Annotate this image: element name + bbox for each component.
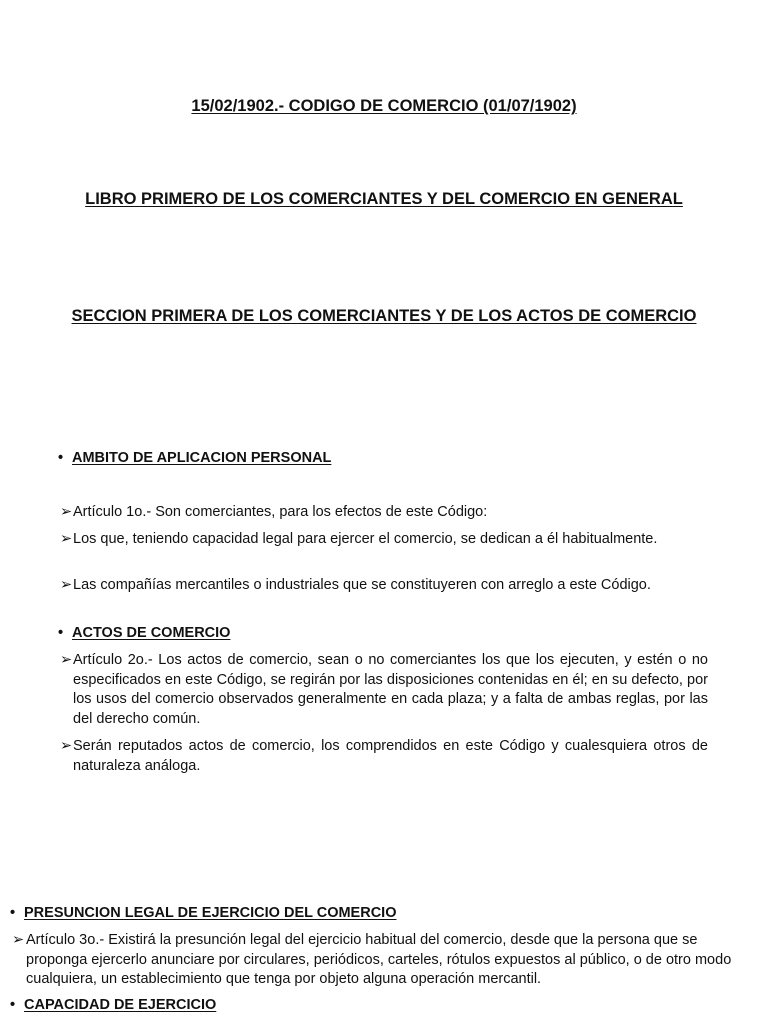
article-2-item-b: ➢ Serán reputados actos de comercio, los comprendidos en este Código y cualesquiera otros de naturaleza análoga. xyxy=(60,738,708,774)
seccion-heading: SECCION PRIMERA DE LOS COMERCIANTES Y DE LOS ACTOS DE COMERCIO xyxy=(71,307,697,325)
arrow-bullet-icon: ➢ xyxy=(60,577,73,593)
document-title: 15/02/1902.- CODIGO DE COMERCIO (01/07/1902) xyxy=(191,97,577,115)
article-1: ➢ Artículo 1o.- Son comerciantes, para los efectos de este Código: xyxy=(60,503,708,523)
article-3: ➢ Artículo 3o.- Existirá la presunción legal del ejercicio habitual del comercio, desde que la persona que se proponga ejercerlo anunciare por circulares, periódicos, carteles, rótulos expuestos al público, o de otro modo cualquiera, un establecimiento que tenga por objeto alguna operación mercantil. xyxy=(12,932,732,987)
arrow-bullet-icon: ➢ xyxy=(60,738,73,754)
article-1-item-b: ➢ Las compañías mercantiles o industriales que se constituyeren con arreglo a este Código. xyxy=(60,576,708,596)
arrow-bullet-icon: ➢ xyxy=(60,652,73,668)
section-heading-actos: • ACTOS DE COMERCIO xyxy=(58,625,231,641)
bullet-icon: • xyxy=(10,997,16,1013)
libro-heading: LIBRO PRIMERO DE LOS COMERCIANTES Y DEL COMERCIO EN GENERAL xyxy=(85,190,683,208)
arrow-bullet-icon: ➢ xyxy=(12,932,25,948)
arrow-bullet-icon: ➢ xyxy=(60,531,73,547)
arrow-bullet-icon: ➢ xyxy=(60,504,73,520)
bullet-icon: • xyxy=(58,450,64,466)
section-heading-capacidad: • CAPACIDAD DE EJERCICIO xyxy=(10,997,217,1013)
bullet-icon: • xyxy=(58,625,64,641)
bullet-icon: • xyxy=(10,905,16,921)
article-2: ➢ Artículo 2o.- Los actos de comercio, sean o no comerciantes los que los ejecuten, y estén o no especificados en este Código, se regirán por las disposiciones contenidas en él; en su defecto, por los usos del comercio observados generalmente en cada plaza; y a falta de ambas reglas, por las del derecho común. xyxy=(60,652,708,727)
section-heading-presuncion: • PRESUNCION LEGAL DE EJERCICIO DEL COMERCIO xyxy=(10,905,397,921)
article-1-item-a: ➢ Los que, teniendo capacidad legal para ejercer el comercio, se dedican a él habitualmente. xyxy=(60,530,708,550)
section-heading-ambito: • AMBITO DE APLICACION PERSONAL xyxy=(58,450,332,466)
